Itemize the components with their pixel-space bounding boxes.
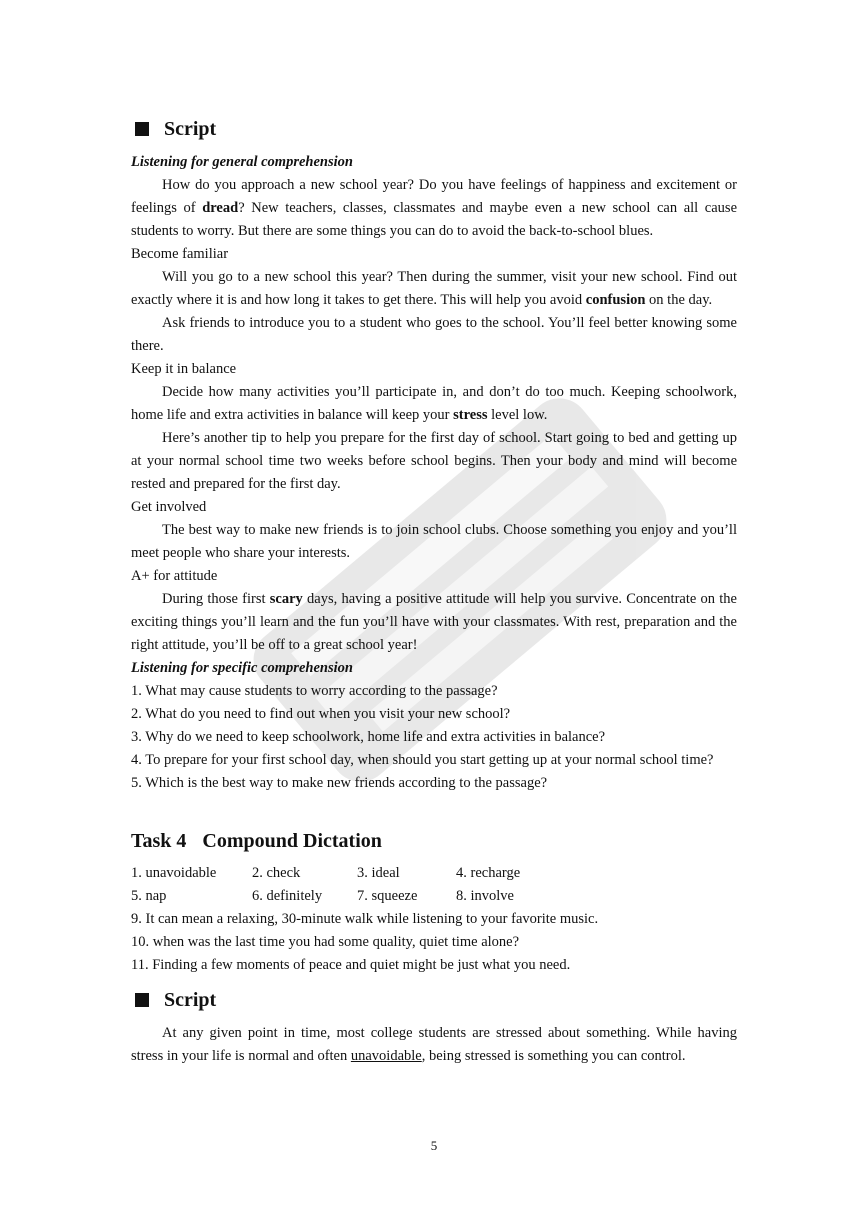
answer-11: 11. Finding a few moments of peace and quiet might be just what you need. bbox=[131, 957, 571, 973]
script-heading-2: Script bbox=[131, 987, 737, 1013]
script-paragraph-1: How do you approach a new school year? Do you have feelings of happiness and excitement or feelings of dread? New teachers, classes, classmates and maybe even a new school can all cause students to worry. But there are some things you can do to avoid the back-to-school blues. bbox=[131, 177, 737, 239]
answer-item: 7. squeeze bbox=[357, 888, 418, 904]
answer-item: 6. definitely bbox=[252, 888, 323, 904]
answer-item: 3. ideal bbox=[357, 865, 400, 881]
task4-heading: Task 4 Compound Dictation bbox=[131, 830, 382, 852]
script2-paragraph: At any given point in time, most college students are stressed about something. While having stress in your life is normal and often unavoidable, being stressed is something you can control. bbox=[131, 1025, 737, 1064]
page-number: 5 bbox=[430, 1138, 438, 1153]
question-item: 5. Which is the best way to make new friends according to the passage? bbox=[131, 775, 548, 791]
answer-item: 5. nap bbox=[131, 888, 167, 904]
answer-item: 4. recharge bbox=[456, 865, 521, 881]
script-paragraph-6: The best way to make new friends is to join school clubs. Choose something you enjoy and you’ll meet people who share your interests. bbox=[131, 522, 737, 561]
script-paragraph-4: Decide how many activities you’ll participate in, and don’t do too much. Keeping schoolwork, home life and extra activities in balance will keep your stress level low. bbox=[131, 384, 737, 423]
square-bullet-icon bbox=[135, 122, 149, 136]
question-item: 4. To prepare for your first school day, when should you start getting up at your normal school time? bbox=[131, 752, 714, 768]
script-paragraph-3: Ask friends to introduce you to a student who goes to the school. You’ll feel better knowing some there. bbox=[131, 315, 737, 354]
answer-item: 1. unavoidable bbox=[131, 865, 217, 881]
answer-item: 8. involve bbox=[456, 888, 514, 904]
script-heading: Script bbox=[131, 116, 737, 142]
subheading-keep-balance: Keep it in balance bbox=[131, 361, 237, 377]
script-paragraph-2: Will you go to a new school this year? Then during the summer, visit your new school. Find out exactly where it is and how long it takes to get there. This will help you avoid confusion on the day. bbox=[131, 269, 737, 308]
specific-comprehension-label: Listening for specific comprehension bbox=[131, 660, 353, 676]
answer-10: 10. when was the last time you had some quality, quiet time alone? bbox=[131, 934, 520, 950]
general-comprehension-label: Listening for general comprehension bbox=[131, 154, 353, 170]
answer-row bbox=[131, 862, 737, 885]
answer-9: 9. It can mean a relaxing, 30-minute walk while listening to your favorite music. bbox=[131, 911, 599, 927]
subheading-attitude: A+ for attitude bbox=[131, 568, 218, 584]
subheading-become-familiar: Become familiar bbox=[131, 246, 229, 262]
script-paragraph-7: During those first scary days, having a positive attitude will help you survive. Concentrate on the exciting things you’ll learn and the fun you’ll have with your classmates. With rest, preparation and the right attitude, you’ll be off to a great school year! bbox=[131, 591, 737, 653]
question-item: 2. What do you need to find out when you visit your new school? bbox=[131, 706, 511, 722]
square-bullet-icon bbox=[135, 993, 149, 1007]
subheading-get-involved: Get involved bbox=[131, 499, 207, 515]
answer-row bbox=[131, 885, 737, 908]
script-paragraph-5: Here’s another tip to help you prepare for the first day of school. Start going to bed and getting up at your normal school time two weeks before school begins. Then your body and mind will become rested and prepared for the first day. bbox=[131, 430, 737, 492]
answer-item: 2. check bbox=[252, 865, 301, 881]
question-item: 3. Why do we need to keep schoolwork, home life and extra activities in balance? bbox=[131, 729, 606, 745]
question-item: 1. What may cause students to worry according to the passage? bbox=[131, 683, 498, 699]
